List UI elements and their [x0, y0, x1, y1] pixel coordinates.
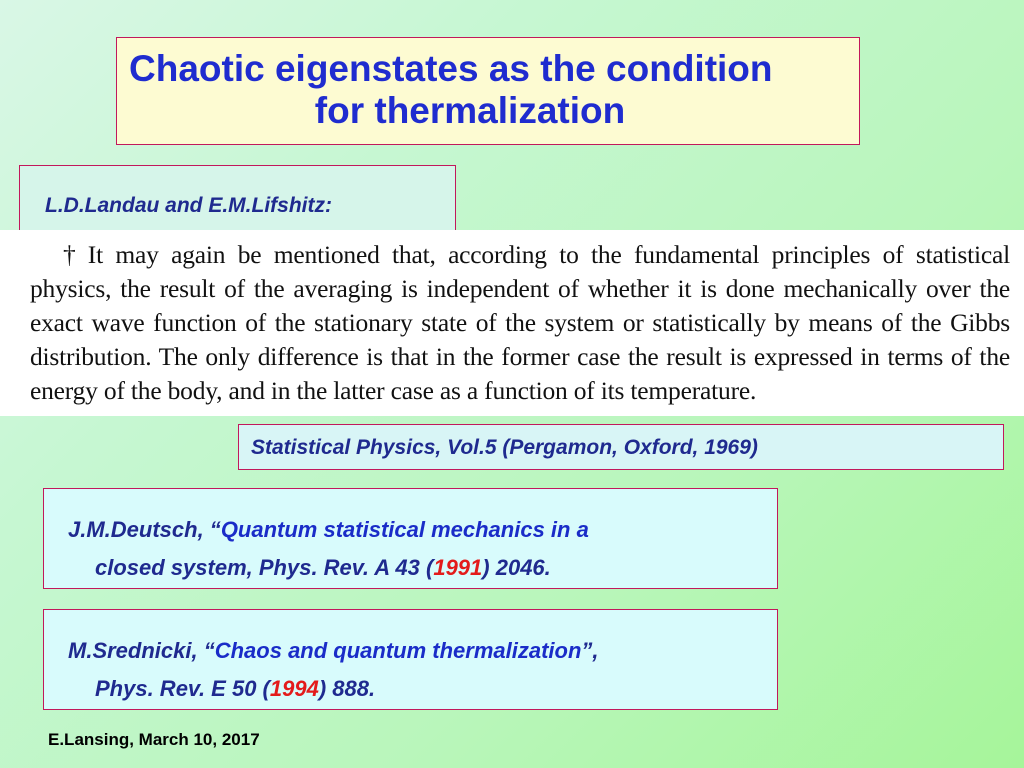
reference-deutsch [43, 488, 778, 589]
slide-title-line-2: for thermalization [314, 90, 626, 131]
reference-1-journal: closed system, Phys. Rev. A 43 ( [95, 555, 434, 580]
authors-label: L.D.Landau and E.M.Lifshitz: [19, 165, 456, 233]
reference-srednicki [43, 609, 778, 710]
source-citation: Statistical Physics, Vol.5 (Pergamon, Oxford, 1969) [238, 424, 1004, 470]
reference-2-journal: Phys. Rev. E 50 ( [95, 676, 270, 701]
reference-2-title-end: ”, [581, 638, 599, 663]
reference-1-title: Quantum statistical mechanics in a [220, 517, 589, 542]
reference-1-pages: ) 2046. [482, 555, 551, 580]
reference-2-author: M.Srednicki, “ [68, 638, 215, 663]
quote-text: It may again be mentioned that, according to the fundamental principles of statistical physics, the result of the averaging is independent of whether it is done mechanically over the exact wave function of the stationary state of the system or statistically by means of the Gibbs distribution. The only difference is that in the former case the result is expressed in terms of the energy of the body, and in the latter case as a function of its temperature. [30, 240, 1010, 405]
reference-2-year: 1994 [269, 676, 319, 701]
reference-1-line-1 [68, 517, 589, 542]
reference-2-line-2 [68, 670, 777, 708]
reference-2-line-1 [68, 638, 599, 663]
reference-2-pages: ) 888. [318, 676, 376, 701]
reference-1-line-2 [68, 549, 777, 587]
reference-2-title: Chaos and quantum thermalization [214, 638, 582, 663]
slide-title-line-1: Chaotic eigenstates as the condition [129, 48, 773, 89]
slide-title [116, 37, 860, 145]
footer-date: E.Lansing, March 10, 2017 [48, 730, 260, 749]
reference-1-year: 1991 [433, 555, 483, 580]
dagger-mark: † [63, 240, 82, 269]
quote-excerpt [0, 230, 1024, 416]
reference-1-author: J.M.Deutsch, “ [68, 517, 221, 542]
